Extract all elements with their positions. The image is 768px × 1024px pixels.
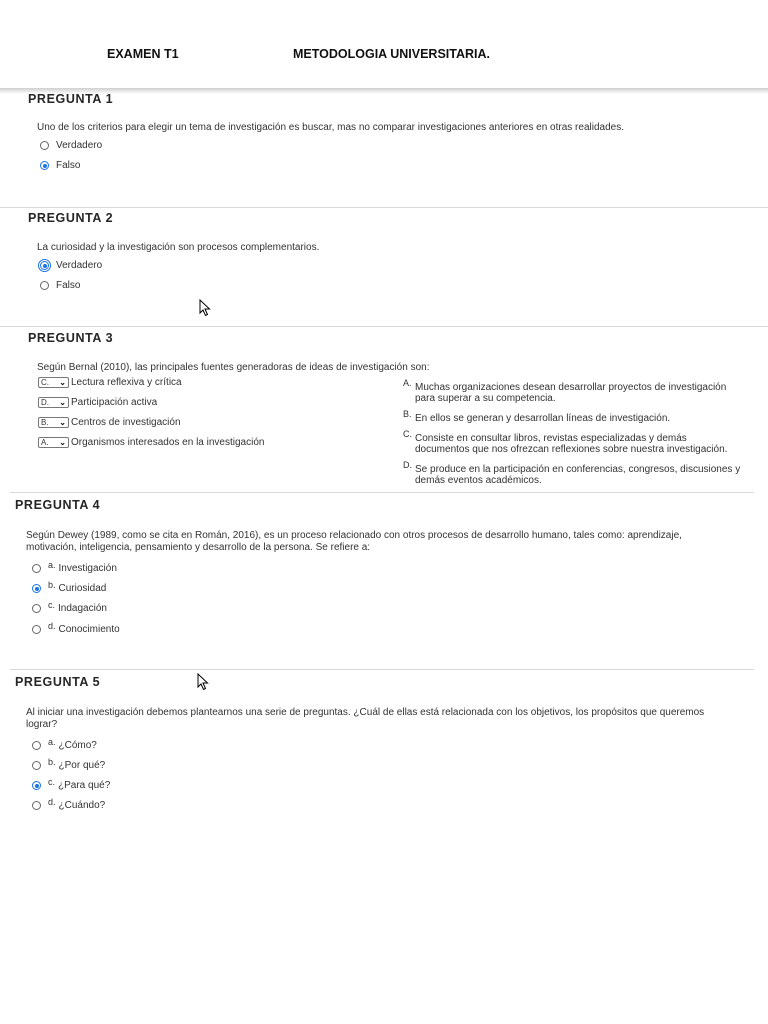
option-label: Falso [56, 160, 81, 171]
q1-option-false[interactable] [40, 160, 80, 171]
question-3-title: PREGUNTA 3 [28, 331, 114, 345]
option-label: Verdadero [56, 260, 103, 271]
radio-icon[interactable] [40, 281, 49, 290]
match-label: Participación activa [71, 397, 158, 408]
match-select[interactable]: B. ⌄ [38, 417, 69, 428]
radio-selected-icon[interactable] [32, 781, 41, 790]
q5-option-d[interactable]: d. ¿Cuándo? [32, 800, 105, 811]
radio-selected-icon[interactable] [32, 584, 41, 593]
option-label: Falso [56, 280, 81, 291]
match-select[interactable]: A. ⌄ [38, 437, 69, 448]
q4-option-c[interactable]: c. Indagación [32, 603, 107, 614]
q1-option-true[interactable] [40, 140, 102, 151]
q3-match-row [38, 397, 157, 408]
radio-icon[interactable] [32, 801, 41, 810]
radio-selected-icon[interactable] [40, 261, 49, 270]
chevron-down-icon: ⌄ [59, 398, 66, 407]
radio-icon[interactable] [32, 564, 41, 573]
question-4-title: PREGUNTA 4 [15, 498, 101, 512]
q4-option-b[interactable]: b. Curiosidad [32, 583, 106, 594]
header-divider [0, 88, 768, 94]
radio-icon[interactable] [32, 741, 41, 750]
question-3-text: Según Bernal (2010), las principales fuentes generadoras de ideas de investigación son: [37, 362, 430, 373]
radio-icon[interactable] [32, 625, 41, 634]
q5-option-a[interactable]: a. ¿Cómo? [32, 740, 97, 751]
mouse-cursor-icon [197, 673, 209, 691]
question-2-title: PREGUNTA 2 [28, 211, 114, 225]
q3-match-row [38, 377, 182, 388]
chevron-down-icon: ⌄ [59, 438, 66, 447]
exam-title: EXAMEN T1 [107, 47, 179, 61]
match-label: Organismos interesados en la investigación [71, 437, 265, 448]
question-1-title: PREGUNTA 1 [28, 92, 114, 106]
q3-definition-b: B. En ellos se generan y desarrollan líneas de investigación. [403, 409, 671, 424]
q2-option-false[interactable] [40, 280, 80, 291]
option-label: Conocimiento [58, 624, 120, 635]
q3-match-row [38, 437, 264, 448]
q2-option-true[interactable] [40, 260, 102, 271]
divider [10, 492, 754, 493]
divider [0, 326, 768, 327]
divider [10, 669, 754, 670]
option-label: ¿Cómo? [58, 740, 97, 751]
divider [0, 207, 768, 208]
match-label: Centros de investigación [71, 417, 181, 428]
mouse-cursor-icon [199, 299, 211, 317]
option-label: ¿Cuándo? [58, 800, 106, 811]
q5-option-c[interactable]: c. ¿Para qué? [32, 780, 110, 791]
q3-definition-a: A. Muchas organizaciones desean desarrollar proyectos de investigación para superar a su competencia. [403, 378, 727, 404]
match-label: Lectura reflexiva y crítica [71, 377, 182, 388]
option-label: Indagación [58, 603, 107, 614]
q5-option-b[interactable]: b. ¿Por qué? [32, 760, 105, 771]
q4-option-d[interactable]: d. Conocimiento [32, 624, 120, 635]
option-label: Verdadero [56, 140, 103, 151]
match-select[interactable]: C. ⌄ [38, 377, 69, 388]
question-1-text: Uno de los criterios para elegir un tema de investigación es buscar, mas no comparar investigaciones anteriores en otras realidades. [37, 122, 624, 133]
question-5-title: PREGUNTA 5 [15, 675, 101, 689]
radio-icon[interactable] [32, 761, 41, 770]
match-select[interactable]: D. ⌄ [38, 397, 69, 408]
q3-definition-d: D. Se produce en la participación en conferencias, congresos, discusiones y demás eventos académicos. [403, 460, 741, 486]
q3-match-row [38, 417, 181, 428]
radio-icon[interactable] [32, 604, 41, 613]
course-title: METODOLOGIA UNIVERSITARIA. [293, 47, 490, 61]
option-label: Investigación [58, 563, 117, 574]
radio-selected-icon[interactable] [40, 161, 49, 170]
option-label: Curiosidad [58, 583, 107, 594]
option-label: ¿Para qué? [58, 780, 111, 791]
question-4-text: Según Dewey (1989, como se cita en Román, 2016), es un proceso relacionado con otros procesos de desarrollo humano, tales como: aprendizaje, motivación, inteligencia, pensamiento y desarrollo de la persona. Se refiere a: [26, 530, 682, 553]
q3-definition-c: C. Consiste en consultar libros, revistas especializadas y demás documentos que nos ofrezcan reflexiones sobre nuestra investigación. [403, 429, 728, 455]
q4-option-a[interactable]: a. Investigación [32, 563, 117, 574]
radio-icon[interactable] [40, 141, 49, 150]
option-label: ¿Por qué? [58, 760, 106, 771]
question-5-text: Al iniciar una investigación debemos plantearnos una serie de preguntas. ¿Cuál de ellas está relacionada con los objetivos, los propósitos que queremos lograr? [26, 707, 705, 730]
chevron-down-icon: ⌄ [59, 418, 66, 427]
question-2-text: La curiosidad y la investigación son procesos complementarios. [37, 242, 320, 253]
chevron-down-icon: ⌄ [59, 378, 66, 387]
